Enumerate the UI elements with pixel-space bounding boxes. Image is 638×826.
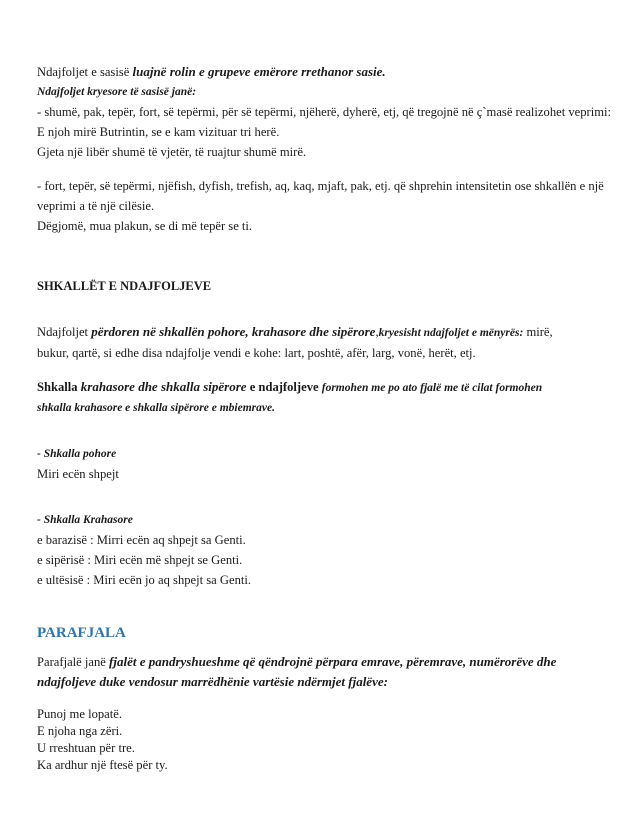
text-emphasis: luajnë rolin e grupeve emërore rrethanor sasie. bbox=[132, 64, 386, 79]
paragraph-list-2: - fort, tepër, së tepërmi, njëfish, dyfish, trefish, aq, kaq, mjaft, pak, etj. që shprehin intensitetin ose shkallën e një bbox=[37, 179, 604, 193]
text-lead: Ndajfoljet bbox=[37, 325, 92, 339]
example-line: e ultësisë : Miri ecën jo aq shpejt sa Genti. bbox=[37, 573, 252, 587]
text-emphasis: përdoren në shkallën pohore, krahasore dhe sipërore bbox=[91, 324, 376, 339]
example-line: E njoha nga zëri. bbox=[37, 724, 123, 738]
paragraph-prepositions bbox=[37, 652, 597, 692]
example-line: E njoh mirë Butrintin, se e kam vizituar tri herë. bbox=[37, 125, 280, 139]
paragraph-list-2-cont: veprimi a të një cilësie. bbox=[37, 199, 155, 213]
example-line: e barazisë : Mirri ecën aq shpejt sa Genti. bbox=[37, 533, 246, 547]
paragraph-list-1: - shumë, pak, tepër, fort, së tepërmi, për së tepërmi, njëherë, dyherë, etj, që tregojnë në ç`masë realizohet veprimi: bbox=[37, 105, 612, 119]
example-line: e sipërisë : Miri ecën më shpejt se Genti. bbox=[37, 553, 243, 567]
text-tail: mirë, bbox=[523, 325, 553, 339]
example-line: U rreshtuan për tre. bbox=[37, 741, 135, 755]
text-bold: Shkalla bbox=[37, 380, 81, 394]
paragraph-degrees-cont: bukur, qartë, si edhe disa ndajfolje vendi e kohe: lart, poshtë, afër, larg, vonë, herët, etj. bbox=[37, 346, 476, 360]
text-bold: e ndajfoljeve bbox=[246, 380, 322, 394]
text-emphasis: fjalët e pandryshueshme që qëndrojnë përpara emrave, përemrave, numërorëve dhe ndajfoljeve duke vendosur marrëdhënie vartësie ndërmjet fjalëve: bbox=[37, 654, 557, 689]
example-line: Miri ecën shpejt bbox=[37, 467, 119, 481]
paragraph-comparative bbox=[37, 377, 607, 398]
paragraph-quantity-adverbs bbox=[37, 62, 607, 82]
paragraph-main-quantity-adverbs: Ndajfoljet kryesore të sasisë janë: bbox=[37, 86, 197, 98]
text-comma: , bbox=[375, 325, 379, 339]
subsection-comparative: - Shkalla Krahasore bbox=[37, 514, 133, 526]
section-heading-degrees: SHKALLËT E NDAJFOLJEVE bbox=[37, 279, 212, 293]
example-line: Gjeta një libër shumë të vjetër, të ruajtur shumë mirë. bbox=[37, 145, 307, 159]
text-lead: Parafjalë janë bbox=[37, 655, 110, 669]
example-line: Punoj me lopatë. bbox=[37, 707, 122, 721]
text-emphasis: kryesisht ndajfoljet e mënyrës: bbox=[378, 327, 524, 339]
document-body bbox=[37, 62, 612, 774]
text-emphasis: krahasore dhe shkalla sipërore bbox=[80, 379, 247, 394]
example-line: Dëgjomë, mua plakun, se di më tepër se ti. bbox=[37, 219, 253, 233]
text-emphasis: formohen me po ato fjalë me të cilat formohen bbox=[321, 382, 543, 394]
section-heading-prepositions: PARAFJALA bbox=[37, 625, 126, 641]
text-lead: Ndajfoljet e sasisë bbox=[37, 65, 133, 79]
paragraph-comparative-cont: shkalla krahasore e shkalla sipërore e mbiemrave. bbox=[37, 402, 275, 414]
subsection-positive: - Shkalla pohore bbox=[37, 448, 117, 460]
paragraph-degrees bbox=[37, 322, 607, 343]
example-line: Ka ardhur një ftesë për ty. bbox=[37, 758, 168, 772]
